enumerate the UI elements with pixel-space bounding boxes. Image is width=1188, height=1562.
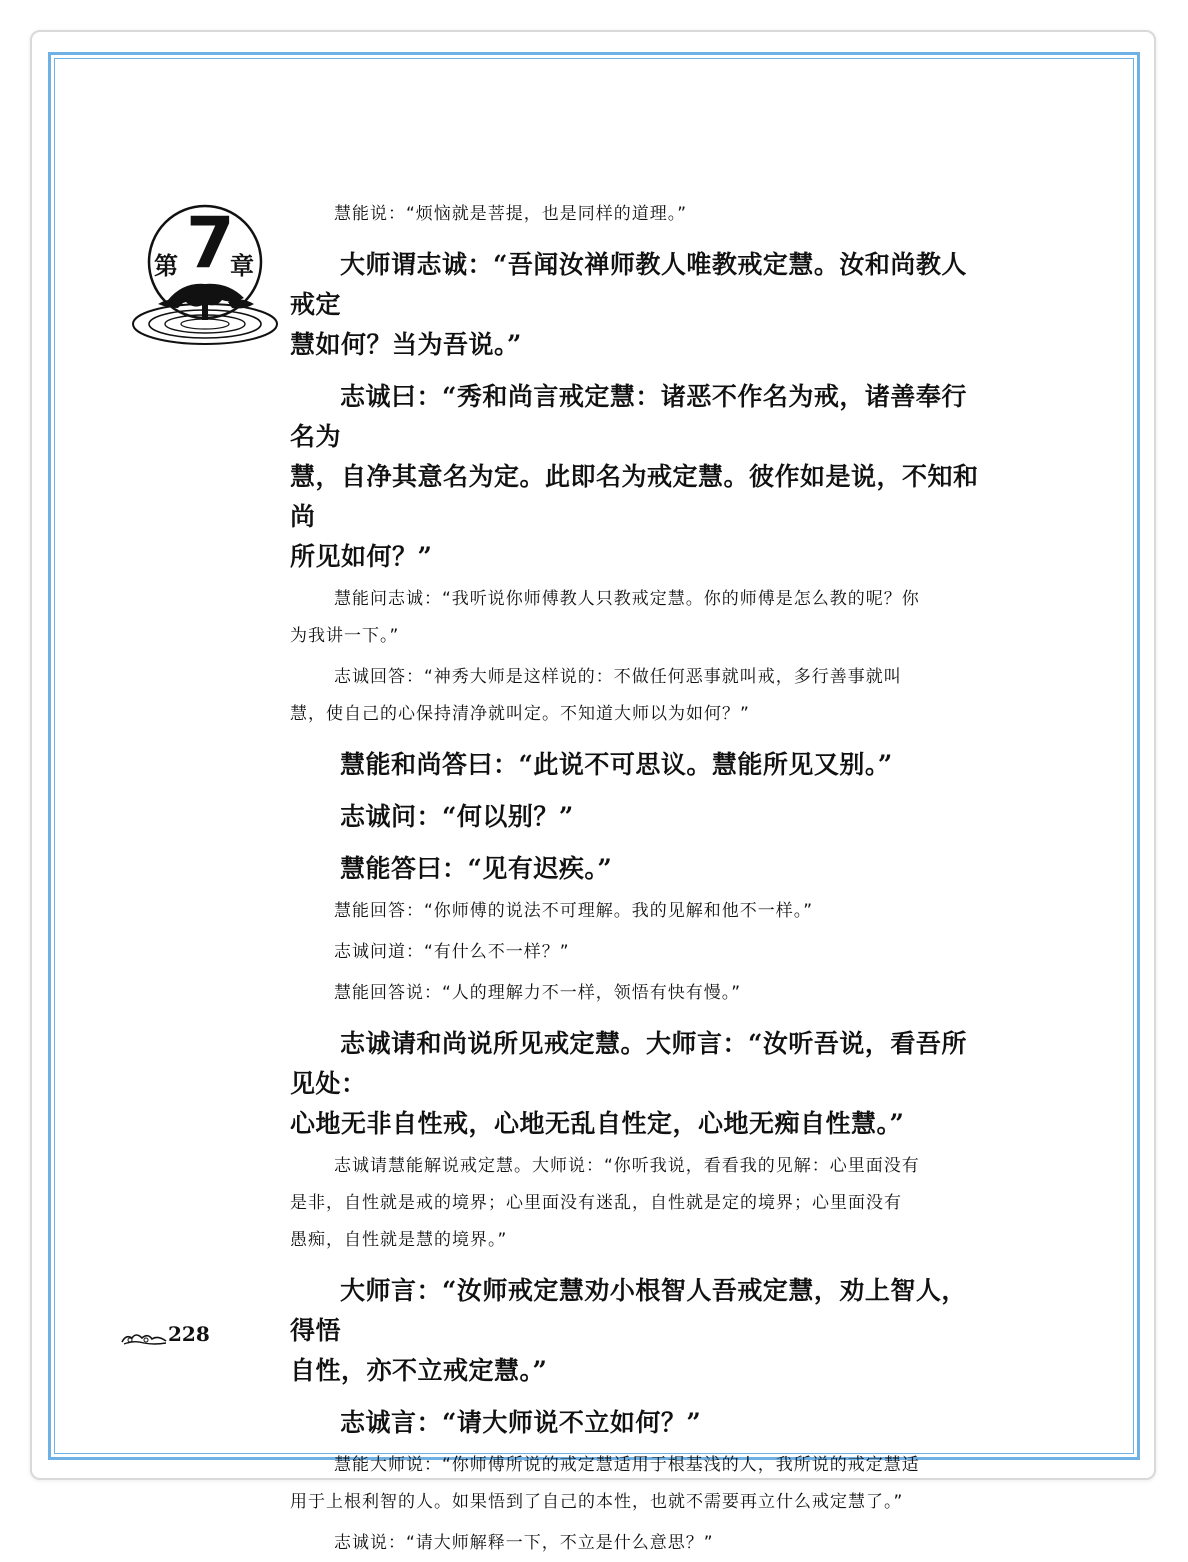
- paragraph: [290, 1447, 990, 1521]
- main-text: [290, 196, 990, 1562]
- paragraph: [290, 1148, 990, 1259]
- text-line: 是非，自性就是戒的境界；心里面没有迷乱，自性就是定的境界；心里面没有: [290, 1193, 902, 1213]
- text-line: 自性，亦不立戒定慧。”: [290, 1356, 548, 1385]
- paragraph: [290, 797, 990, 837]
- text-line: 志诚说：“请大师解释一下，不立是什么意思？”: [334, 1533, 714, 1553]
- text-line: 为我讲一下。”: [290, 626, 400, 646]
- chapter-prefix: 第: [154, 251, 178, 280]
- paragraph: [290, 1024, 990, 1144]
- text-line: 志诚问：“何以别？”: [340, 802, 574, 831]
- chapter-suffix: 章: [230, 251, 254, 280]
- text-line: 慧能大师说：“你师傅所说的戒定慧适用于根基浅的人，我所说的戒定慧适: [334, 1455, 920, 1475]
- paragraph: [290, 1525, 990, 1562]
- cloud-ornament-icon: [120, 1330, 168, 1346]
- page-number: [120, 1322, 210, 1346]
- text-line: 志诚问道：“有什么不一样？”: [334, 942, 570, 962]
- text-line: 心地无非自性戒，心地无乱自性定，心地无痴自性慧。”: [290, 1109, 905, 1138]
- paragraph: [290, 1271, 990, 1391]
- text-line: 志诚请慧能解说戒定慧。大师说：“你听我说，看看我的见解：心里面没有: [334, 1156, 920, 1176]
- text-line: 慧能问志诚：“我听说你师傅教人只教戒定慧。你的师傅是怎么教的呢？你: [334, 589, 920, 609]
- text-line: 慧能答曰：“见有迟疾。”: [340, 854, 613, 883]
- page-number-text: 228: [168, 1322, 210, 1346]
- text-line: 慧如何？当为吾说。”: [290, 330, 522, 359]
- paragraph: [290, 196, 990, 233]
- paragraph: [290, 1403, 990, 1443]
- text-line: 志诚曰：“秀和尚言戒定慧：诸恶不作名为戒，诸善奉行名为: [290, 382, 967, 451]
- text-line: 大师言：“汝师戒定慧劝小根智人吾戒定慧，劝上智人，得悟: [290, 1276, 967, 1345]
- paragraph: [290, 893, 990, 930]
- text-line: 慧，自净其意名为定。此即名为戒定慧。彼作如是说，不知和尚: [290, 462, 979, 531]
- paragraph: [290, 849, 990, 889]
- text-line: 慧，使自己的心保持清净就叫定。不知道大师以为如何？”: [290, 704, 750, 724]
- text-line: 慧能回答说：“人的理解力不一样，领悟有快有慢。”: [334, 983, 742, 1003]
- text-line: 慧能和尚答曰：“此说不可思议。慧能所见又别。”: [340, 750, 893, 779]
- text-line: 志诚言：“请大师说不立如何？”: [340, 1408, 702, 1437]
- chapter-number: 7: [186, 202, 235, 284]
- text-line: 慧能回答：“你师傅的说法不可理解。我的见解和他不一样。”: [334, 901, 814, 921]
- paragraph: [290, 245, 990, 365]
- paragraph: [290, 377, 990, 577]
- text-line: 慧能说：“烦恼就是菩提，也是同样的道理。”: [334, 204, 688, 224]
- text-line: 所见如何？”: [290, 542, 433, 571]
- text-line: 大师谓志诚：“吾闻汝禅师教人唯教戒定慧。汝和尚教人戒定: [290, 250, 967, 319]
- paragraph: [290, 934, 990, 971]
- text-line: 志诚请和尚说所见戒定慧。大师言：“汝听吾说，看吾所见处：: [290, 1029, 967, 1098]
- paragraph: [290, 745, 990, 785]
- text-line: 志诚回答：“神秀大师是这样说的：不做任何恶事就叫戒，多行善事就叫: [334, 667, 902, 687]
- text-line: 愚痴，自性就是慧的境界。”: [290, 1230, 508, 1250]
- paragraph: [290, 975, 990, 1012]
- paragraph: [290, 659, 990, 733]
- chapter-emblem: [128, 200, 283, 350]
- text-line: 用于上根利智的人。如果悟到了自己的本性，也就不需要再立什么戒定慧了。”: [290, 1492, 904, 1512]
- paragraph: [290, 581, 990, 655]
